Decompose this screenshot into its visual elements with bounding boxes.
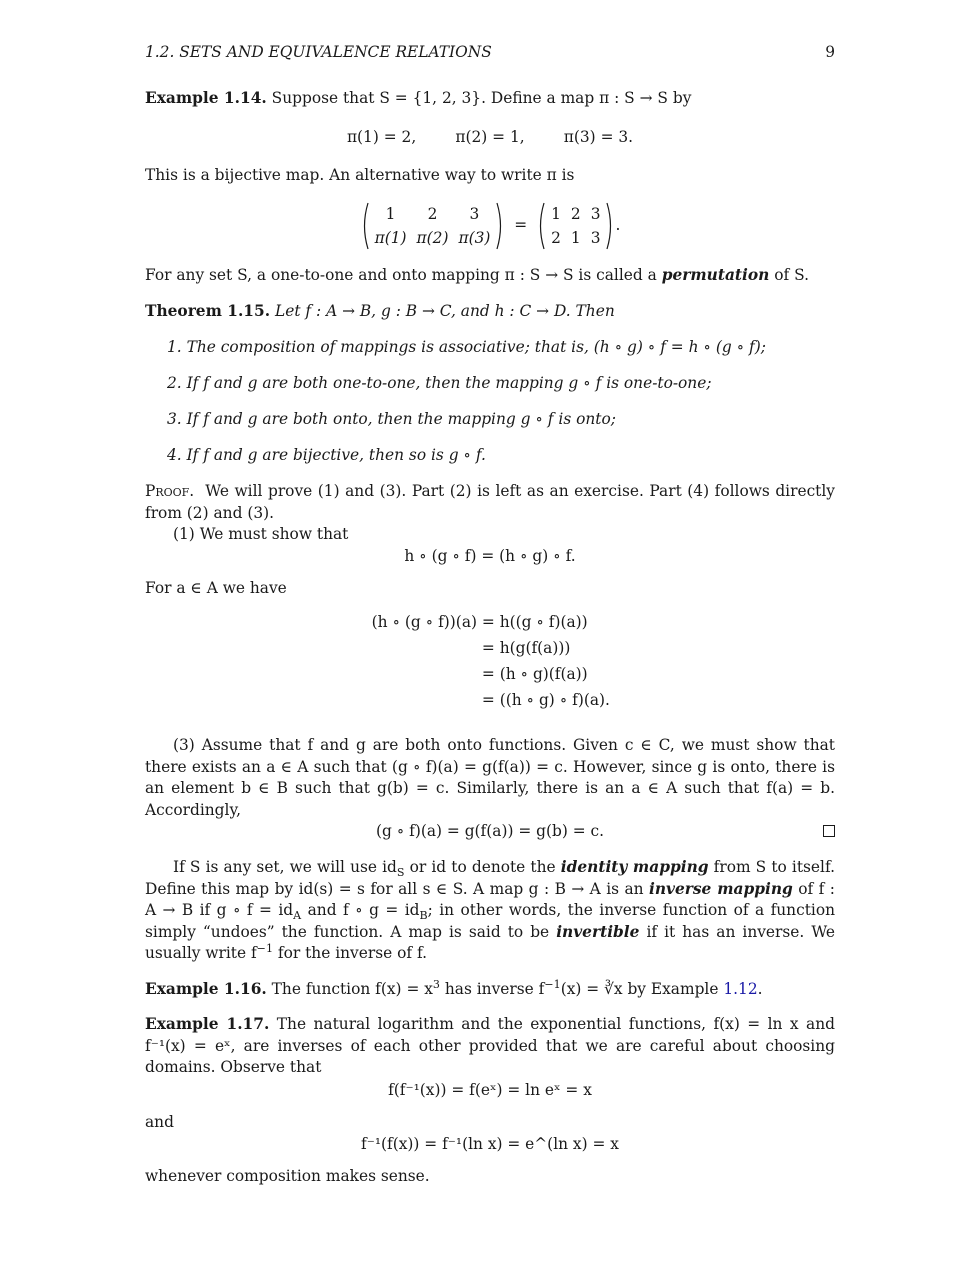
- example-text: Suppose that S = {1, 2, 3}. Define a map π : S → S by: [271, 89, 692, 107]
- page-number: 9: [825, 43, 835, 61]
- matrix-left-table: [370, 202, 496, 250]
- example-1-17: [145, 1014, 835, 1079]
- defined-term: invertible: [556, 922, 640, 941]
- theorem-item: 4. If f and g are bijective, then so is g ∘ f.: [167, 446, 486, 464]
- matrix-right: [536, 202, 615, 250]
- text-run: For any set S, a one-to-one and onto mapping π : S → S is called a: [145, 266, 662, 284]
- matrix-cell: π(2): [416, 228, 449, 247]
- permutation-definition: [145, 265, 835, 287]
- example-reference-link[interactable]: 1.12: [723, 980, 758, 998]
- identity-mapping-paragraph: [145, 857, 835, 965]
- display-equation: h ∘ (g ∘ f) = (h ∘ g) ∘ f.: [404, 547, 576, 565]
- chain-step: = h(g(f(a))): [481, 639, 571, 657]
- matrix-left: [360, 202, 506, 250]
- matrix-cell: 2: [551, 228, 561, 247]
- defined-term: identity mapping: [560, 858, 709, 876]
- permutation-matrix-display: 1 2 3 π(1) π(2) π(3) = 1 2 3 2 1 3 .: [145, 202, 835, 250]
- example-label: Example 1.14.: [145, 89, 267, 107]
- text-run: .: [757, 980, 763, 998]
- proof-text: We will prove (1) and (3). Part (2) is left as an exercise. Part (4) follows directly from (2) and (3).: [145, 482, 835, 522]
- example-1-14-intro: [145, 88, 835, 110]
- matrix-cell: 1: [385, 204, 396, 223]
- qed-icon: [823, 825, 835, 837]
- proof-intro: [145, 481, 835, 524]
- example-label: Example 1.17.: [145, 1015, 270, 1033]
- proof-label: Proof.: [145, 482, 195, 500]
- text-run: of S.: [769, 266, 809, 284]
- matrix-right-table: [546, 202, 605, 250]
- text-run: ; in other words, the inverse function of a function simply “undoes” the function. A map is said to be: [145, 901, 835, 941]
- example-1-16: [145, 979, 835, 1001]
- theorem-statement: Let f : A → B, g : B → C, and h : C → D. Then: [275, 302, 615, 320]
- matrix-cell: 3: [469, 204, 480, 223]
- defined-term: permutation: [661, 266, 770, 284]
- theorem-1-15: [145, 301, 835, 323]
- matrix-cell: 1: [551, 204, 561, 223]
- defined-term: inverse mapping: [649, 879, 793, 898]
- paragraph: For a ∈ A we have: [145, 579, 287, 597]
- text-run: If S is any set, we will use id: [173, 858, 397, 876]
- subscript: B: [419, 909, 428, 923]
- display-equation: π(1) = 2, π(2) = 1, π(3) = 3.: [346, 128, 634, 146]
- matrix-cell: 1: [570, 228, 581, 247]
- running-header: 1.2. SETS AND EQUIVALENCE RELATIONS: [145, 43, 492, 61]
- proof-part1-intro: (1) We must show that: [173, 525, 349, 543]
- matrix-cell: π(1): [374, 228, 407, 247]
- superscript: −1: [544, 977, 561, 991]
- paragraph: whenever composition makes sense.: [145, 1167, 430, 1185]
- chain-step: = (h ∘ g)(f(a)): [481, 665, 588, 683]
- chain-step: = h((g ∘ f)(a)): [481, 613, 588, 631]
- text-run: from S to itself. Define this map by id(s) = s for all s ∈ S. A map g : B → A is an: [145, 858, 835, 898]
- paragraph: This is a bijective map. An alternative way to write π is: [145, 166, 575, 184]
- equation-text: (g ∘ f)(a) = g(f(a)) = g(b) = c.: [375, 822, 605, 840]
- paragraph: and: [145, 1113, 174, 1131]
- matrix-cell: 3: [590, 228, 601, 247]
- display-equation: [145, 821, 835, 843]
- document-page: [145, 0, 835, 1267]
- text-run: or id to denote the: [404, 858, 561, 876]
- theorem-item: 1. The composition of mappings is associative; that is, (h ∘ g) ∘ f = h ∘ (g ∘ f);: [167, 338, 766, 356]
- text-run: (x) = ∛x by Example: [560, 980, 724, 998]
- text-run: The function f(x) = x: [271, 980, 433, 998]
- chain-lhs: (h ∘ (g ∘ f))(a): [371, 613, 477, 631]
- text-run: for the inverse of f.: [273, 944, 428, 963]
- matrix-cell: 2: [427, 204, 438, 223]
- display-equation: f⁻¹(f(x)) = f⁻¹(ln x) = e^(ln x) = x: [361, 1135, 619, 1153]
- aligned-equation-chain: [363, 612, 610, 716]
- theorem-label: Theorem 1.15.: [145, 302, 271, 320]
- display-equation: f(f⁻¹(x)) = f(eˣ) = ln eˣ = x: [388, 1081, 592, 1099]
- matrix-cell: 2: [570, 204, 581, 223]
- example-text: The natural logarithm and the exponential functions, f(x) = ln x and f⁻¹(x) = eˣ, are inverses of each other provided that we are careful about choosing domains. Observe that: [145, 1015, 835, 1077]
- text-run: if it has an inverse. We usually write f: [145, 922, 835, 963]
- subscript: A: [293, 909, 302, 923]
- chain-step: = ((h ∘ g) ∘ f)(a).: [481, 691, 610, 709]
- matrix-cell: 3: [590, 204, 601, 223]
- superscript: −1: [256, 942, 274, 956]
- text-run: of f : A → B if g ∘ f = id: [145, 879, 835, 920]
- theorem-item: 3. If f and g are both onto, then the mapping g ∘ f is onto;: [167, 410, 616, 428]
- proof-part3: (3) Assume that f and g are both onto functions. Given c ∈ C, we must show that there exists an a ∈ A such that (g ∘ f)(a) = g(f(a)) = c. However, since g is onto, there is an element b ∈ B such that g(b) = c. Similarly, there is an a ∈ A such that f(a) = b. Accordingly,: [145, 736, 835, 819]
- text-run: and f ∘ g = id: [301, 901, 420, 920]
- theorem-item: 2. If f and g are both one-to-one, then the mapping g ∘ f is one-to-one;: [167, 374, 712, 392]
- text-run: has inverse f: [439, 980, 545, 998]
- matrix-cell: π(3): [458, 228, 491, 247]
- example-label: Example 1.16.: [145, 980, 267, 998]
- superscript: 3: [432, 977, 440, 991]
- subscript: S: [396, 866, 405, 880]
